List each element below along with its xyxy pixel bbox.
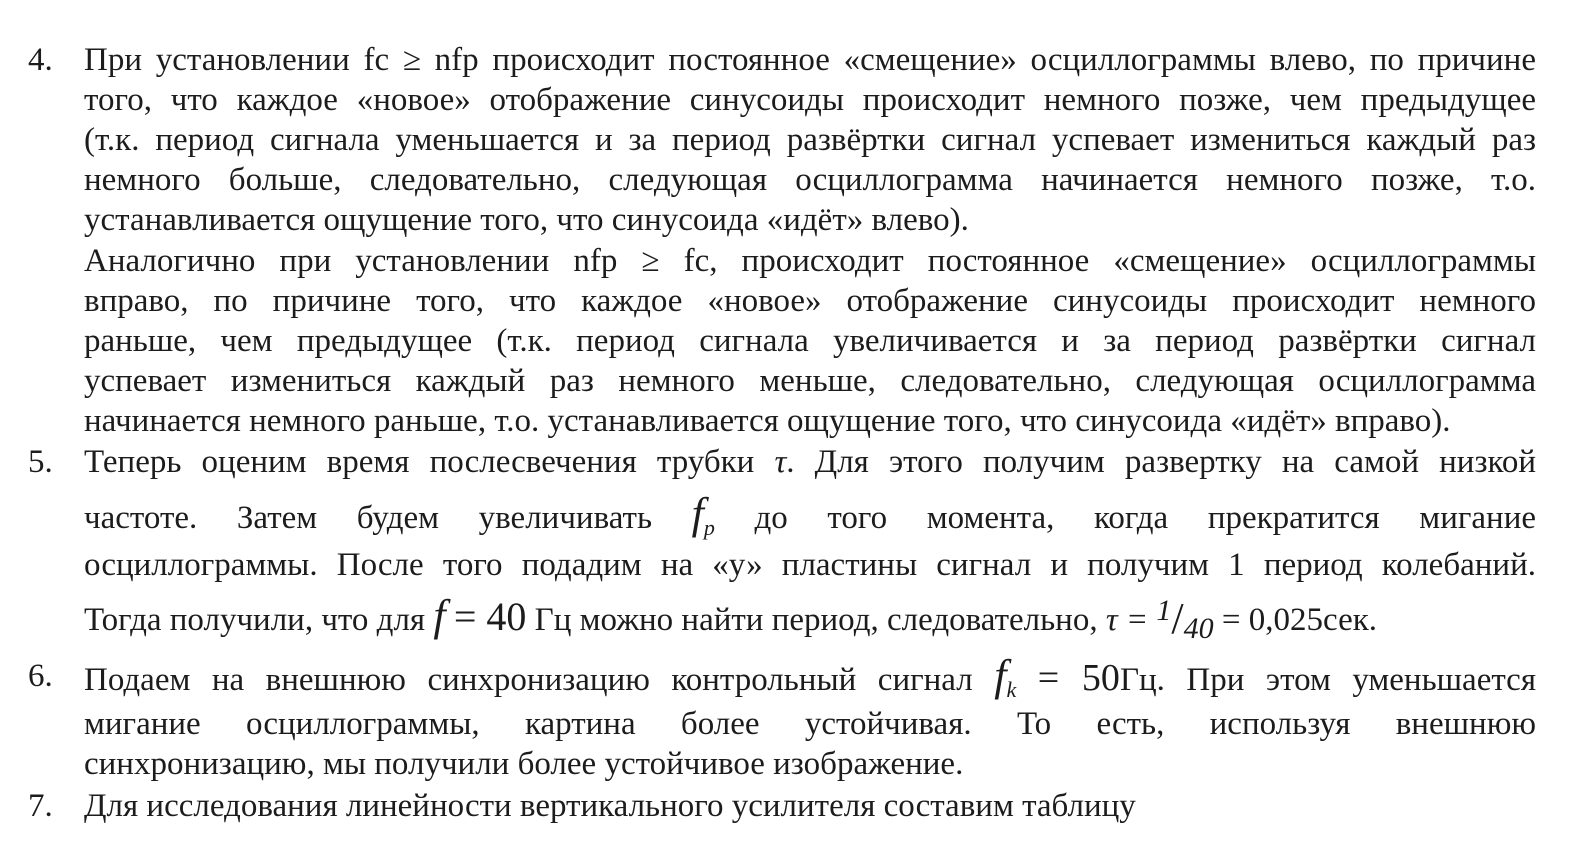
fraction: 1/40 (1156, 594, 1214, 645)
text-line: мигание осциллограммы, картина более устойчивая. То есть, используя внешнюю (84, 706, 1536, 742)
tau-equals: τ = (1105, 602, 1149, 638)
text-line: успевает измениться каждый раз немного меньше, следовательно, следующая осциллограмма (84, 363, 1536, 399)
text-line (84, 442, 1536, 482)
text-fragment: Подаем на внешнюю синхронизацию контрольный сигнал (84, 662, 973, 698)
text-line: немного больше, следовательно, следующая осциллограмма начинается немного позже, т.о. (84, 162, 1536, 198)
item-number: 7. (28, 788, 53, 824)
fk-value: = 50 (1037, 657, 1120, 699)
text-line: Для исследования линейности вертикального усилителя составим таблицу (84, 788, 1136, 824)
text-line: (т.к. период сигнала уменьшается и за период развёртки сигнал успевает измениться каждый раз (84, 122, 1536, 158)
text-fragment: Гц можно найти период, следовательно, (534, 602, 1098, 638)
text-fragment: частоте. Затем будем увеличивать (84, 500, 653, 536)
text-fragment: Теперь оценим время послесвечения трубки (84, 444, 755, 480)
text-line: При установлении fс ≥ nfр происходит постоянное «смещение» осциллограммы влево, по причине (84, 42, 1536, 78)
text-line: синхронизацию, мы получили более устойчивое изображение. (84, 746, 964, 782)
text-line (84, 652, 1536, 700)
item-number: 4. (28, 42, 53, 78)
f-symbol: f (433, 591, 446, 640)
text-line (84, 588, 1536, 644)
text-fragment: до того момента, когда прекратится мигание (754, 500, 1536, 536)
text-line: Аналогично при установлении nfр ≥ fс, происходит постоянное «смещение» осциллограммы (84, 243, 1536, 279)
text-line: вправо, по причине того, что каждое «новое» отображение синусоиды происходит немного (84, 283, 1536, 319)
text-line: начинается немного раньше, т.о. устанавливается ощущение того, что синусоида «идёт» вправо). (84, 403, 1451, 439)
text-line: раньше, чем предыдущее (т.к. период сигнала увеличивается и за период развёртки сигнал (84, 323, 1536, 359)
text-line: устанавливается ощущение того, что синусоида «идёт» влево). (84, 202, 969, 238)
item-number: 5. (28, 444, 53, 480)
fk-symbol: fk (994, 651, 1017, 702)
tau-symbol: τ (774, 444, 787, 480)
text-fragment: . Для этого получим развертку на самой низкой (786, 444, 1537, 480)
text-fragment: Тогда получили, что для (84, 602, 426, 638)
text-line: осциллограммы. После того подадим на «у» пластины сигнал и получим 1 период колебаний. (84, 547, 1536, 583)
item-number: 6. (28, 658, 53, 694)
result-value: = 0,025сек. (1221, 602, 1377, 638)
text-line (84, 488, 1536, 540)
text-line: того, что каждое «новое» отображение синусоиды происходит немного позже, чем предыдущее (84, 82, 1536, 118)
fp-symbol: fp (691, 489, 715, 540)
f-value: = 40 (453, 594, 527, 639)
text-fragment: Гц. При этом уменьшается (1119, 662, 1536, 698)
